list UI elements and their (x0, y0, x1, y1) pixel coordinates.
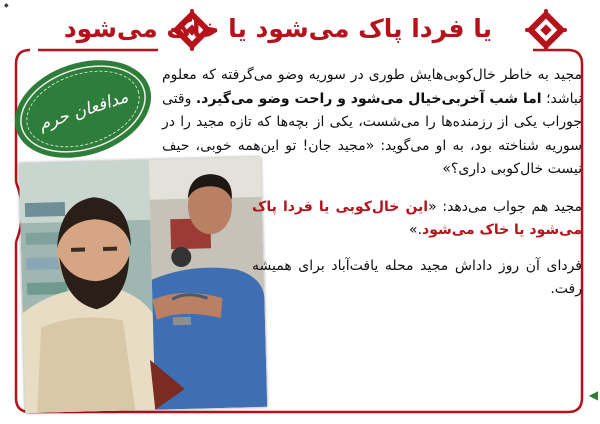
paragraph-2-part-c: .» (409, 222, 423, 238)
paragraph-3: فردای آن روز داداش مجید محله یافت‌آباد برای همیشه رفت. (252, 257, 582, 297)
page-title: یا فردا پاک می‌شود یا خاک می‌شود (63, 14, 492, 43)
paragraph-2 (252, 196, 582, 243)
corner-mark: ◆ (4, 2, 9, 9)
paragraph-2-part-a: مجید هم جواب می‌دهد: « (428, 198, 582, 215)
story-text (162, 64, 582, 302)
paragraph-1-part-c: وقتی جوراب یکی از رزمنده‌ها را می‌شست، یکی از بچه‌ها که تازه مجید را در سوریه شناخته بود، به او می‌گوید: «مجید جان! تو این‌همه خوبی، حیف نیست خال‌کوبی داری؟» (162, 90, 582, 177)
paragraph-1-highlight: اما شب آخربی‌خیال می‌شود و راحت وضو می‌گیرد. (195, 90, 542, 107)
arrow-icon: ◀ (588, 388, 598, 402)
paragraph-2-quote: این خال‌کوبی یا فردا پاک می‌شود یا خاک می‌شود (252, 198, 582, 238)
seal-caption: مدافعان حرم (36, 87, 131, 135)
paragraph-1 (162, 64, 582, 182)
diamond-ornament-icon (524, 8, 568, 52)
seal-logo (8, 50, 158, 168)
paragraph-1-part-a: مجید به خاطر خال‌کوبی‌هایش طوری در سوریه وضو می‌گرفته که معلوم نباشد؛ (162, 67, 582, 107)
